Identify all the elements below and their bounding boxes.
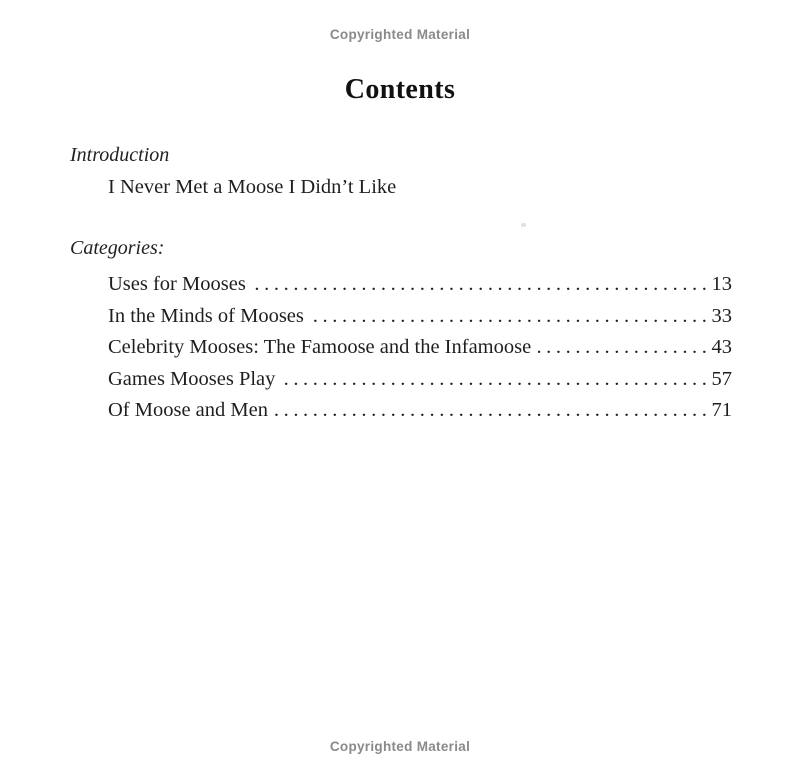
toc-entry-label: Games Mooses Play [108, 367, 276, 390]
scan-artifact-speck [521, 223, 526, 227]
toc-entry-label: Of Moose and Men [108, 399, 268, 422]
toc-entry-page-number: 43 [711, 336, 732, 359]
dot-leader [538, 332, 711, 364]
toc-entry [108, 395, 732, 427]
copyright-watermark-bottom: Copyrighted Material [329, 739, 471, 754]
toc-entry-label: In the Minds of Mooses [108, 304, 304, 327]
categories-heading: Categories: [70, 237, 165, 259]
copyright-watermark-top: Copyrighted Material [329, 27, 471, 42]
toc-entry [108, 332, 732, 364]
toc-entry [108, 269, 732, 301]
toc-entry-page-number: 57 [711, 367, 732, 390]
toc-entry [108, 301, 732, 333]
toc-entry-page-number: 13 [711, 273, 732, 295]
page-title: Contents [344, 73, 456, 105]
toc-entry-page-number: 33 [711, 304, 732, 327]
dot-leader [311, 301, 712, 333]
toc-entry-label: Celebrity Mooses: The Famoose and the Infamoose [108, 336, 532, 359]
introduction-heading: Introduction [70, 144, 170, 166]
toc-entry-page-number: 71 [711, 399, 732, 422]
dot-leader [275, 395, 712, 427]
toc-entry [108, 364, 732, 396]
dot-leader [282, 364, 711, 396]
dot-leader [253, 269, 712, 301]
toc-entry-label: Uses for Mooses [108, 273, 246, 295]
introduction-chapter-title: I Never Met a Moose I Didn’t Like [108, 176, 397, 198]
toc-entry-list [108, 269, 732, 427]
contents-body [70, 143, 732, 427]
